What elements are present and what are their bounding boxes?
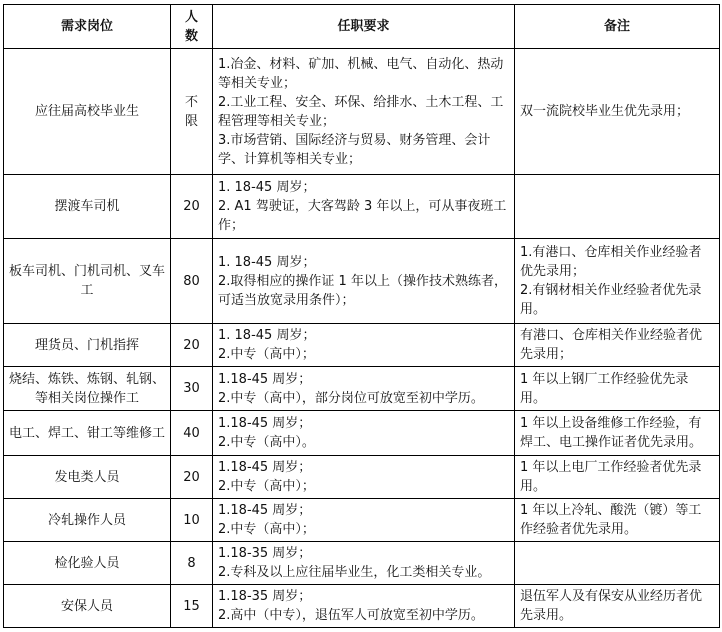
- position-cell: 检化验人员: [4, 542, 171, 585]
- position-cell: 冷轧操作人员: [4, 499, 171, 542]
- requirement-item: 2.高中（中专），退伍军人可放宽至初中学历。: [218, 608, 484, 623]
- requirements-cell: [213, 239, 515, 324]
- note-item: 1 年以上钢厂工作经验优先录用。: [520, 371, 689, 406]
- table-row: [4, 411, 720, 456]
- header-count: [171, 5, 213, 49]
- requirement-item: 2.中专（高中）；: [218, 479, 315, 494]
- table-row: [4, 585, 720, 628]
- table-row: [4, 324, 720, 367]
- requirement-item: 2.中专（高中）；: [218, 522, 315, 537]
- count-line: 限: [184, 113, 198, 129]
- requirements-cell: [213, 499, 515, 542]
- requirements-cell: [213, 175, 515, 239]
- count-cell: 8: [171, 542, 213, 585]
- requirement-item: 1.18-45 周岁；: [218, 503, 312, 518]
- requirements-cell: [213, 411, 515, 456]
- notes-cell: [515, 49, 720, 175]
- count-cell: 30: [171, 367, 213, 411]
- recruitment-table: [3, 4, 720, 628]
- requirement-item: 1.18-35 周岁；: [218, 589, 312, 604]
- note-item: 退伍军人及有保安从业经历者优先录用。: [520, 589, 703, 623]
- position-cell: 烧结、炼铁、炼钢、轧钢、等相关岗位操作工: [4, 367, 171, 411]
- position-cell: 发电类人员: [4, 456, 171, 499]
- requirements-cell: [213, 367, 515, 411]
- requirements-cell: [213, 585, 515, 628]
- count-cell: 20: [171, 456, 213, 499]
- note-item: 双一流院校毕业生优先录用；: [520, 104, 690, 119]
- requirements-cell: [213, 542, 515, 585]
- requirement-item: 2.取得相应的操作证 1 年以上（操作技术熟练者，可适当放宽录用条件）；: [218, 273, 507, 308]
- notes-cell: [515, 456, 720, 499]
- requirement-item: 1. 18-45 周岁；: [218, 180, 316, 195]
- notes-cell: [515, 499, 720, 542]
- table-row: [4, 175, 720, 239]
- position-cell: 摆渡车司机: [4, 175, 171, 239]
- header-count-line1: 人: [184, 9, 198, 25]
- note-item: 2.有钢材相关作业经验者优先录用。: [520, 283, 702, 317]
- note-item: 1 年以上电厂工作经验者优先录用。: [520, 460, 702, 494]
- table-row: [4, 367, 720, 411]
- requirement-item: 2.专科及以上应往届毕业生，化工类相关专业。: [218, 565, 491, 580]
- requirement-item: 3.市场营销、国际经济与贸易、财务管理、会计学、计算机等相关专业；: [218, 132, 491, 167]
- table-header-row: [4, 5, 720, 49]
- position-cell: 应往届高校毕业生: [4, 49, 171, 175]
- header-notes: 备注: [515, 5, 720, 49]
- requirement-item: 1. 18-45 周岁；: [218, 328, 316, 343]
- header-position: 需求岗位: [4, 5, 171, 49]
- requirement-item: 1.18-45 周岁；: [218, 371, 312, 387]
- requirements-cell: [213, 324, 515, 367]
- notes-cell: [515, 367, 720, 411]
- requirement-item: 2.中专（高中），部分岗位可放宽至初中学历。: [218, 390, 484, 406]
- requirement-item: 1. 18-45 周岁；: [218, 254, 316, 270]
- count-cell: 10: [171, 499, 213, 542]
- requirements-cell: [213, 456, 515, 499]
- position-cell: 理货员、门机指挥: [4, 324, 171, 367]
- note-item: 1 年以上设备维修工作经验，有焊工、电工操作证者优先录用。: [520, 416, 703, 450]
- notes-cell: [515, 324, 720, 367]
- requirement-item: 1.冶金、材料、矿加、机械、电气、自动化、热动等相关专业；: [218, 56, 504, 91]
- note-item: 有港口、仓库相关作业经验者优先录用；: [520, 328, 703, 362]
- requirement-item: 2. A1 驾驶证，大客驾龄 3 年以上，可从事夜班工作；: [218, 199, 507, 233]
- notes-cell: [515, 411, 720, 456]
- count-cell: 40: [171, 411, 213, 456]
- header-count-line2: 数: [184, 28, 198, 44]
- note-item: 1.有港口、仓库相关作业经验者优先录用；: [520, 245, 702, 279]
- count-cell: 80: [171, 239, 213, 324]
- requirement-item: 2.中专（高中）。: [218, 435, 315, 450]
- requirement-item: 1.18-35 周岁；: [218, 546, 312, 561]
- requirement-item: 1.18-45 周岁；: [218, 460, 312, 475]
- header-requirements: 任职要求: [213, 5, 515, 49]
- table-row: [4, 499, 720, 542]
- notes-cell: [515, 175, 720, 239]
- table-row: [4, 239, 720, 324]
- count-cell: 20: [171, 324, 213, 367]
- notes-cell: [515, 239, 720, 324]
- count-cell: [171, 49, 213, 175]
- count-cell: 15: [171, 585, 213, 628]
- count-cell: 20: [171, 175, 213, 239]
- table-row: [4, 456, 720, 499]
- table-row: [4, 542, 720, 585]
- note-item: 1 年以上冷轧、酸洗（镀）等工作经验者优先录用。: [520, 503, 702, 537]
- requirements-cell: [213, 49, 515, 175]
- requirement-item: 2.中专（高中）；: [218, 347, 315, 362]
- table-row: [4, 49, 720, 175]
- position-cell: 板车司机、门机司机、叉车工: [4, 239, 171, 324]
- position-cell: 安保人员: [4, 585, 171, 628]
- notes-cell: [515, 585, 720, 628]
- requirement-item: 2.工业工程、安全、环保、给排水、土木工程、工程管理等相关专业；: [218, 94, 504, 129]
- count-line: 不: [184, 94, 198, 110]
- notes-cell: [515, 542, 720, 585]
- position-cell: 电工、焊工、钳工等维修工: [4, 411, 171, 456]
- requirement-item: 1.18-45 周岁；: [218, 416, 312, 431]
